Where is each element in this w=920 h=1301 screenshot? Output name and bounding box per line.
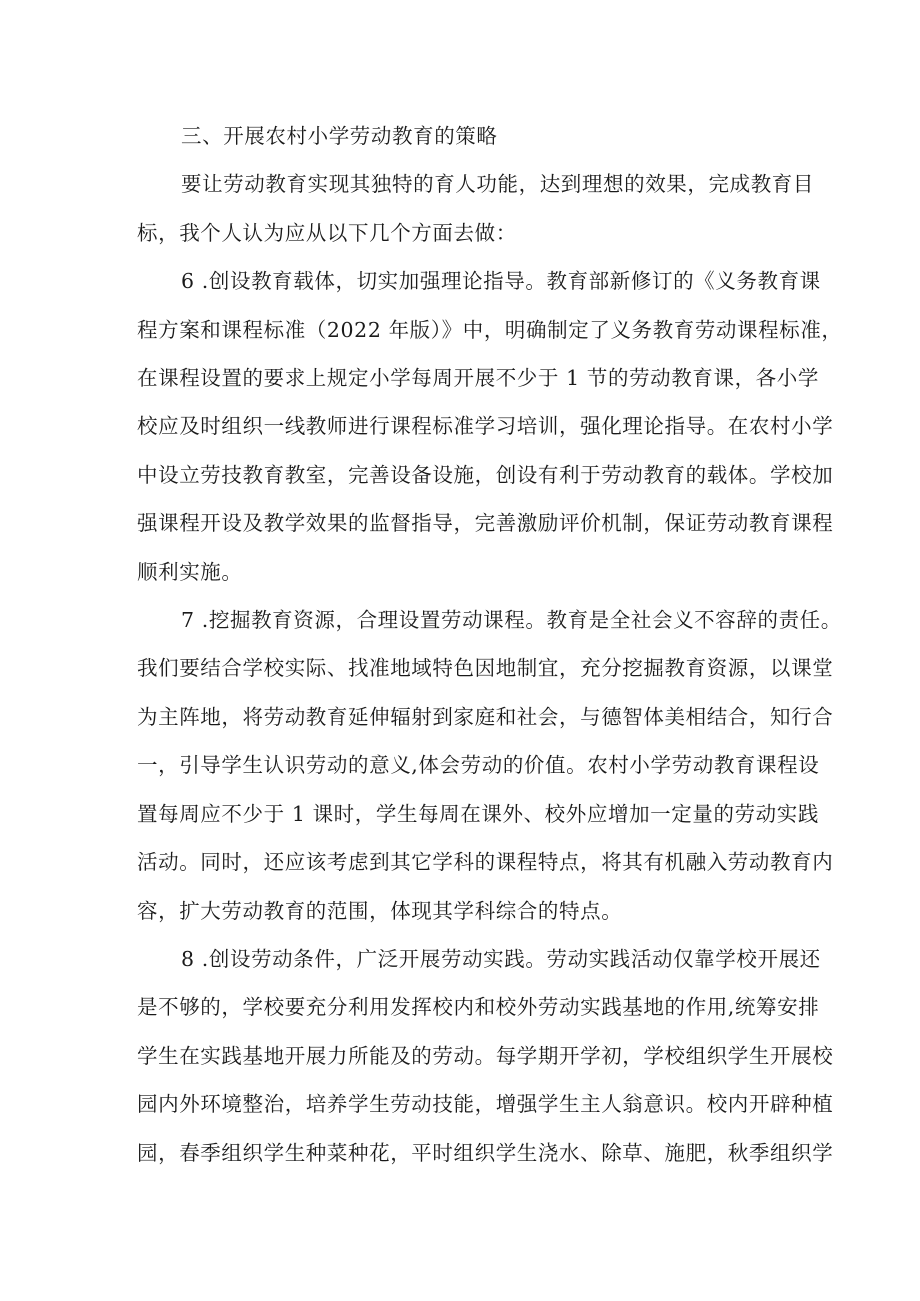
text-line: 程方案和课程标准（2022 年版）》中，明确制定了义务教育劳动课程标准， [137,317,843,342]
text-line: 一，引导学生认识劳动的意义,体会劳动的价值。农村小学劳动教育课程设 [137,753,820,778]
text-line: 要让劳动教育实现其独特的育人功能，达到理想的效果，完成教育目 [181,172,814,197]
document-page [137,112,843,1177]
text-line: 园内外环境整治，培养学生劳动技能，增强学生主人翁意识。校内开辟种植 [137,1092,834,1117]
text-line: 容，扩大劳动教育的范围，体现其学科综合的特点。 [137,898,623,923]
heading-text: 三、开展农村小学劳动教育的策略 [181,124,498,148]
text-line: 强课程开设及教学效果的监督指导，完善激励评价机制，保证劳动教育课程 [137,511,834,536]
paragraph-item-8 [137,935,834,1177]
text-line: 校应及时组织一线教师进行课程标准学习培训，强化理论指导。在农村小学 [137,414,834,439]
text-line: 在课程设置的要求上规定小学每周开展不少于 1 节的劳动教育课，各小学 [137,366,819,391]
text-line: 园，春季组织学生种菜种花，平时组织学生浇水、除草、施肥，秋季组织学 [137,1140,834,1165]
text-line: 为主阵地，将劳动教育延伸辐射到家庭和社会，与德智体美相结合，知行合 [137,704,834,729]
paragraph-item-7 [137,596,842,935]
text-line: 是不够的，学校要充分利用发挥校内和校外劳动实践基地的作用,统筹安排 [137,995,820,1020]
text-line: 我们要结合学校实际、找准地域特色因地制宜，充分挖掘教育资源，以课堂 [137,656,834,681]
text-line: 7 .挖掘教育资源，合理设置劳动课程。教育是全社会义不容辞的责任。 [181,608,842,633]
paragraph-item-6 [137,257,843,596]
text-line: 活动。同时，还应该考虑到其它学科的课程特点，将其有机融入劳动教育内 [137,850,834,875]
text-line: 6 .创设教育载体，切实加强理论指导。教育部新修订的《义务教育课 [181,269,821,294]
text-line: 8 .创设劳动条件，广泛开展劳动实践。劳动实践活动仅靠学校开展还 [181,946,821,971]
section-heading [137,112,793,160]
text-line: 中设立劳技教育教室，完善设备设施，创设有利于劳动教育的载体。学校加 [137,462,834,487]
text-line: 置每周应不少于 1 课时，学生每周在课外、校外应增加一定量的劳动实践 [137,801,819,826]
paragraph-intro [137,160,814,257]
text-line: 标，我个人认为应从以下几个方面去做： [137,220,517,245]
text-line: 顺利实施。 [137,559,243,584]
text-line: 学生在实践基地开展力所能及的劳动。每学期开学初，学校组织学生开展校 [137,1043,834,1068]
